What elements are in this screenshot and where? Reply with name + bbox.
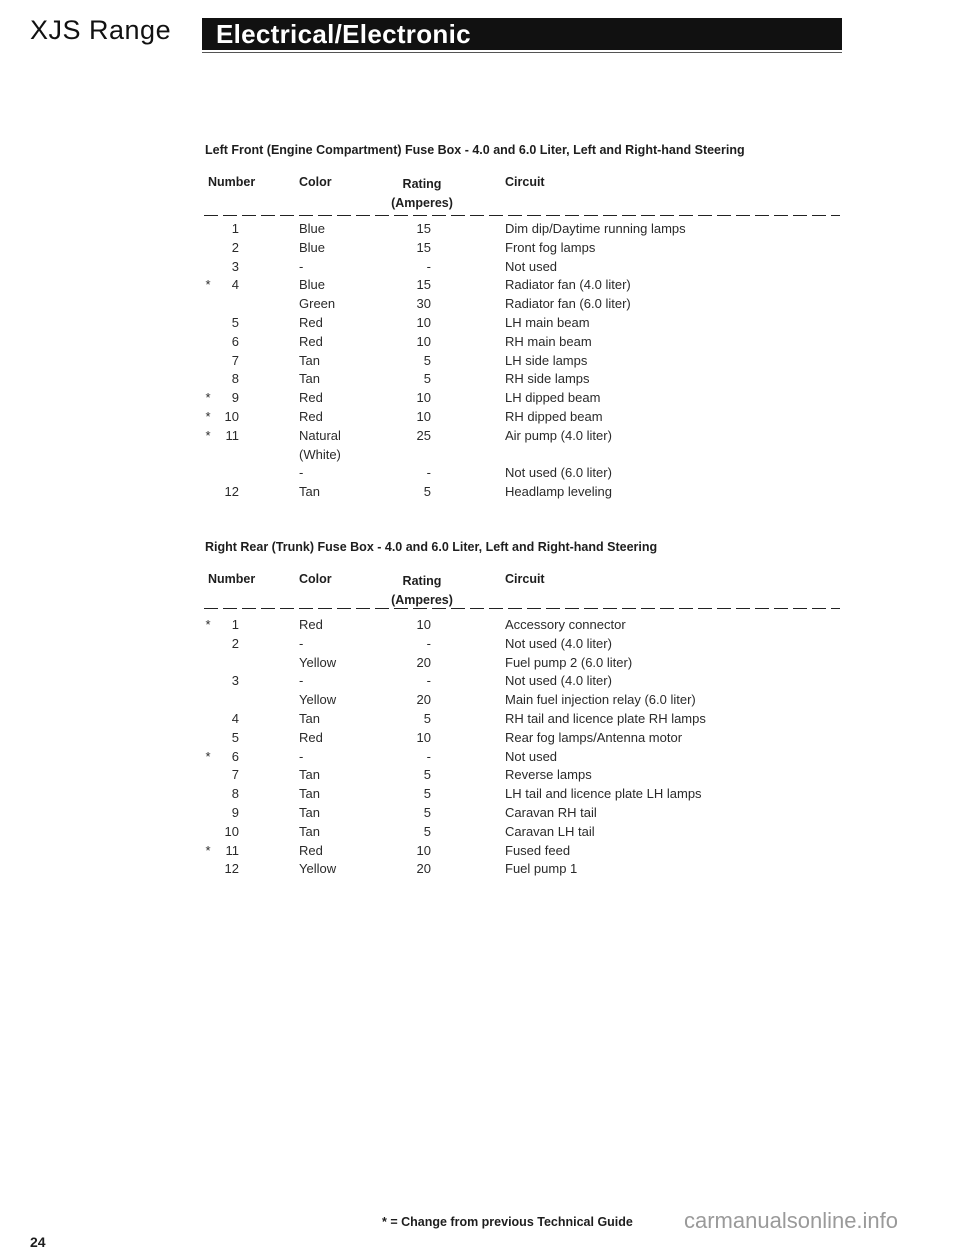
circuit-name: Not used (6.0 liter) [505, 465, 612, 481]
fuse-rating: 20 [416, 692, 431, 708]
footnote: * = Change from previous Technical Guide [382, 1215, 633, 1229]
front-fuse-box-title: Left Front (Engine Compartment) Fuse Box - 4.0 and 6.0 Liter, Left and Right-hand Steering [205, 143, 745, 157]
fuse-rating: 10 [416, 729, 431, 745]
fuse-row [0, 465, 960, 484]
fuse-number: 11 [225, 842, 239, 858]
fuse-row [0, 240, 960, 259]
section-title-bar [202, 18, 842, 50]
fuse-number: 5 [231, 314, 239, 330]
fuse-row [0, 371, 960, 390]
fuse-row [0, 617, 960, 636]
circuit-name: Not used [505, 258, 558, 274]
rating-unit: (Amperes) [391, 593, 453, 607]
fuse-rating: - [426, 673, 431, 689]
fuse-number: 1 [231, 617, 239, 632]
circuit-name: Rear fog lamps/Antenna motor [505, 729, 683, 745]
circuit-name: LH side lamps [505, 352, 588, 368]
wire-color: Red [299, 314, 323, 330]
circuit-name: Reverse lamps [505, 767, 592, 783]
fuse-row [0, 277, 960, 296]
fuse-number: 12 [224, 484, 239, 500]
circuit-name: RH tail and licence plate RH lamps [505, 710, 706, 726]
fuse-number: 9 [231, 804, 239, 820]
wire-color: - [299, 673, 304, 689]
column-header-rating [382, 175, 462, 213]
circuit-name: Radiator fan (4.0 liter) [505, 277, 631, 293]
fuse-row [0, 767, 960, 786]
fuse-number: 2 [231, 239, 239, 255]
range-title: XJS Range [30, 15, 172, 45]
fuse-number: 11 [225, 427, 239, 443]
section-title: Electrical/Electronic [216, 19, 471, 49]
fuse-row [0, 824, 960, 843]
wire-color: - [299, 748, 304, 764]
column-header-number: Number [208, 175, 256, 189]
header-divider [204, 608, 840, 609]
circuit-name: Caravan RH tail [505, 804, 597, 820]
fuse-row [0, 390, 960, 409]
fuse-number: 6 [231, 748, 239, 764]
fuse-row [0, 786, 960, 805]
circuit-name: Fuel pump 2 (6.0 liter) [505, 654, 633, 670]
circuit-name: Fused feed [505, 842, 571, 858]
rear-fuse-table-body [0, 617, 960, 880]
fuse-number: 4 [231, 710, 239, 726]
wire-color: Tan [299, 484, 320, 500]
wire-color: (White) [299, 446, 341, 462]
fuse-rating: 5 [423, 786, 431, 802]
circuit-name: Caravan LH tail [505, 823, 595, 839]
wire-color: Natural [299, 427, 341, 443]
fuse-row [0, 259, 960, 278]
fuse-rating: - [426, 465, 431, 481]
circuit-name: Front fog lamps [505, 239, 596, 255]
fuse-rating: 5 [423, 710, 431, 726]
fuse-row [0, 636, 960, 655]
fuse-rating: 10 [416, 390, 431, 406]
fuse-rating: - [426, 258, 431, 274]
fuse-rating: 5 [423, 804, 431, 820]
circuit-name: Fuel pump 1 [505, 861, 578, 877]
fuse-row [0, 655, 960, 674]
circuit-name: RH main beam [505, 333, 592, 349]
header-divider [204, 215, 840, 216]
wire-color: Tan [299, 371, 320, 387]
fuse-number: 9 [231, 390, 239, 406]
circuit-name: LH dipped beam [505, 390, 601, 406]
fuse-rating: 20 [416, 654, 431, 670]
fuse-row [0, 447, 960, 466]
fuse-number: 7 [231, 352, 239, 368]
circuit-name: Not used [505, 748, 558, 764]
fuse-row [0, 692, 960, 711]
rear-fuse-box-title: Right Rear (Trunk) Fuse Box - 4.0 and 6.0 Liter, Left and Right-hand Steering [205, 540, 658, 554]
fuse-number: 4 [231, 277, 239, 293]
column-header-circuit: Circuit [505, 572, 545, 586]
fuse-rating: 5 [423, 767, 431, 783]
fuse-number: 12 [224, 861, 239, 877]
wire-color: Tan [299, 823, 320, 839]
wire-color: - [299, 258, 304, 274]
fuse-number: 6 [231, 333, 239, 349]
circuit-name: LH tail and licence plate LH lamps [505, 786, 702, 802]
column-header-number: Number [208, 572, 256, 586]
fuse-rating: 5 [423, 352, 431, 368]
rating-label: Rating [402, 177, 442, 191]
column-header-circuit: Circuit [505, 175, 545, 189]
fuse-number: 8 [231, 786, 239, 802]
fuse-rating: 10 [416, 314, 431, 330]
wire-color: Red [299, 333, 323, 349]
fuse-row [0, 221, 960, 240]
wire-color: Tan [299, 352, 320, 368]
change-marker: * [205, 390, 211, 406]
wire-color: Red [299, 617, 323, 632]
fuse-row [0, 409, 960, 428]
wire-color: Yellow [299, 692, 337, 708]
change-marker: * [205, 427, 211, 443]
fuse-number: 3 [231, 258, 239, 274]
column-header-color: Color [299, 572, 332, 586]
fuse-rating: 30 [416, 296, 431, 312]
rating-unit: (Amperes) [391, 196, 453, 210]
circuit-name: Not used (4.0 liter) [505, 673, 612, 689]
wire-color: Green [299, 296, 336, 312]
circuit-name: Main fuel injection relay (6.0 liter) [505, 692, 696, 708]
change-marker: * [205, 277, 211, 293]
fuse-rating: 5 [423, 484, 431, 500]
fuse-rating: - [426, 748, 431, 764]
fuse-rating: 15 [416, 277, 431, 293]
page-number: 24 [30, 1234, 46, 1250]
fuse-row [0, 843, 960, 862]
page-header [0, 0, 960, 80]
wire-color: Tan [299, 710, 320, 726]
fuse-rating: 25 [416, 427, 431, 443]
wire-color: Yellow [299, 861, 337, 877]
fuse-rating: 5 [423, 823, 431, 839]
fuse-number: 7 [231, 767, 239, 783]
fuse-number: 10 [224, 408, 239, 424]
circuit-name: Not used (4.0 liter) [505, 635, 612, 651]
wire-color: Tan [299, 804, 320, 820]
wire-color: - [299, 465, 304, 481]
circuit-name: Air pump (4.0 liter) [505, 427, 612, 443]
fuse-number: 1 [231, 221, 239, 236]
wire-color: Red [299, 842, 323, 858]
column-header-rating [382, 572, 462, 610]
circuit-name: Accessory connector [505, 617, 626, 632]
fuse-row [0, 711, 960, 730]
circuit-name: Headlamp leveling [505, 484, 612, 500]
fuse-row [0, 484, 960, 503]
fuse-rating: 10 [416, 333, 431, 349]
title-rule [202, 52, 842, 53]
fuse-number: 3 [231, 673, 239, 689]
circuit-name: Radiator fan (6.0 liter) [505, 296, 631, 312]
fuse-rating: - [426, 635, 431, 651]
fuse-row [0, 805, 960, 824]
rating-label: Rating [402, 574, 442, 588]
fuse-rating: 15 [416, 239, 431, 255]
fuse-rating: 5 [423, 371, 431, 387]
column-header-color: Color [299, 175, 332, 189]
fuse-number: 8 [231, 371, 239, 387]
fuse-number: 2 [231, 635, 239, 651]
wire-color: Tan [299, 767, 320, 783]
watermark: carmanualsonline.info [684, 1208, 899, 1233]
wire-color: Yellow [299, 654, 337, 670]
wire-color: Tan [299, 786, 320, 802]
wire-color: Red [299, 390, 323, 406]
wire-color: Red [299, 408, 323, 424]
circuit-name: RH side lamps [505, 371, 590, 387]
wire-color: Blue [299, 239, 326, 255]
fuse-row [0, 334, 960, 353]
wire-color: - [299, 635, 304, 651]
circuit-name: LH main beam [505, 314, 590, 330]
circuit-name: RH dipped beam [505, 408, 603, 424]
fuse-rating: 10 [416, 408, 431, 424]
change-marker: * [205, 748, 211, 764]
wire-color: Blue [299, 277, 326, 293]
change-marker: * [205, 617, 211, 632]
fuse-row [0, 428, 960, 447]
wire-color: Blue [299, 221, 326, 236]
fuse-row [0, 353, 960, 372]
fuse-row [0, 315, 960, 334]
fuse-row [0, 296, 960, 315]
fuse-row [0, 673, 960, 692]
change-marker: * [205, 408, 211, 424]
circuit-name: Dim dip/Daytime running lamps [505, 221, 686, 236]
fuse-rating: 20 [416, 861, 431, 877]
fuse-row [0, 730, 960, 749]
fuse-rating: 10 [416, 842, 431, 858]
wire-color: Red [299, 729, 323, 745]
fuse-rating: 10 [416, 617, 431, 632]
change-marker: * [205, 842, 211, 858]
fuse-row [0, 749, 960, 768]
fuse-rating: 15 [416, 221, 431, 236]
front-fuse-table-body [0, 221, 960, 503]
fuse-number: 5 [231, 729, 239, 745]
fuse-row [0, 861, 960, 880]
fuse-number: 10 [224, 823, 239, 839]
